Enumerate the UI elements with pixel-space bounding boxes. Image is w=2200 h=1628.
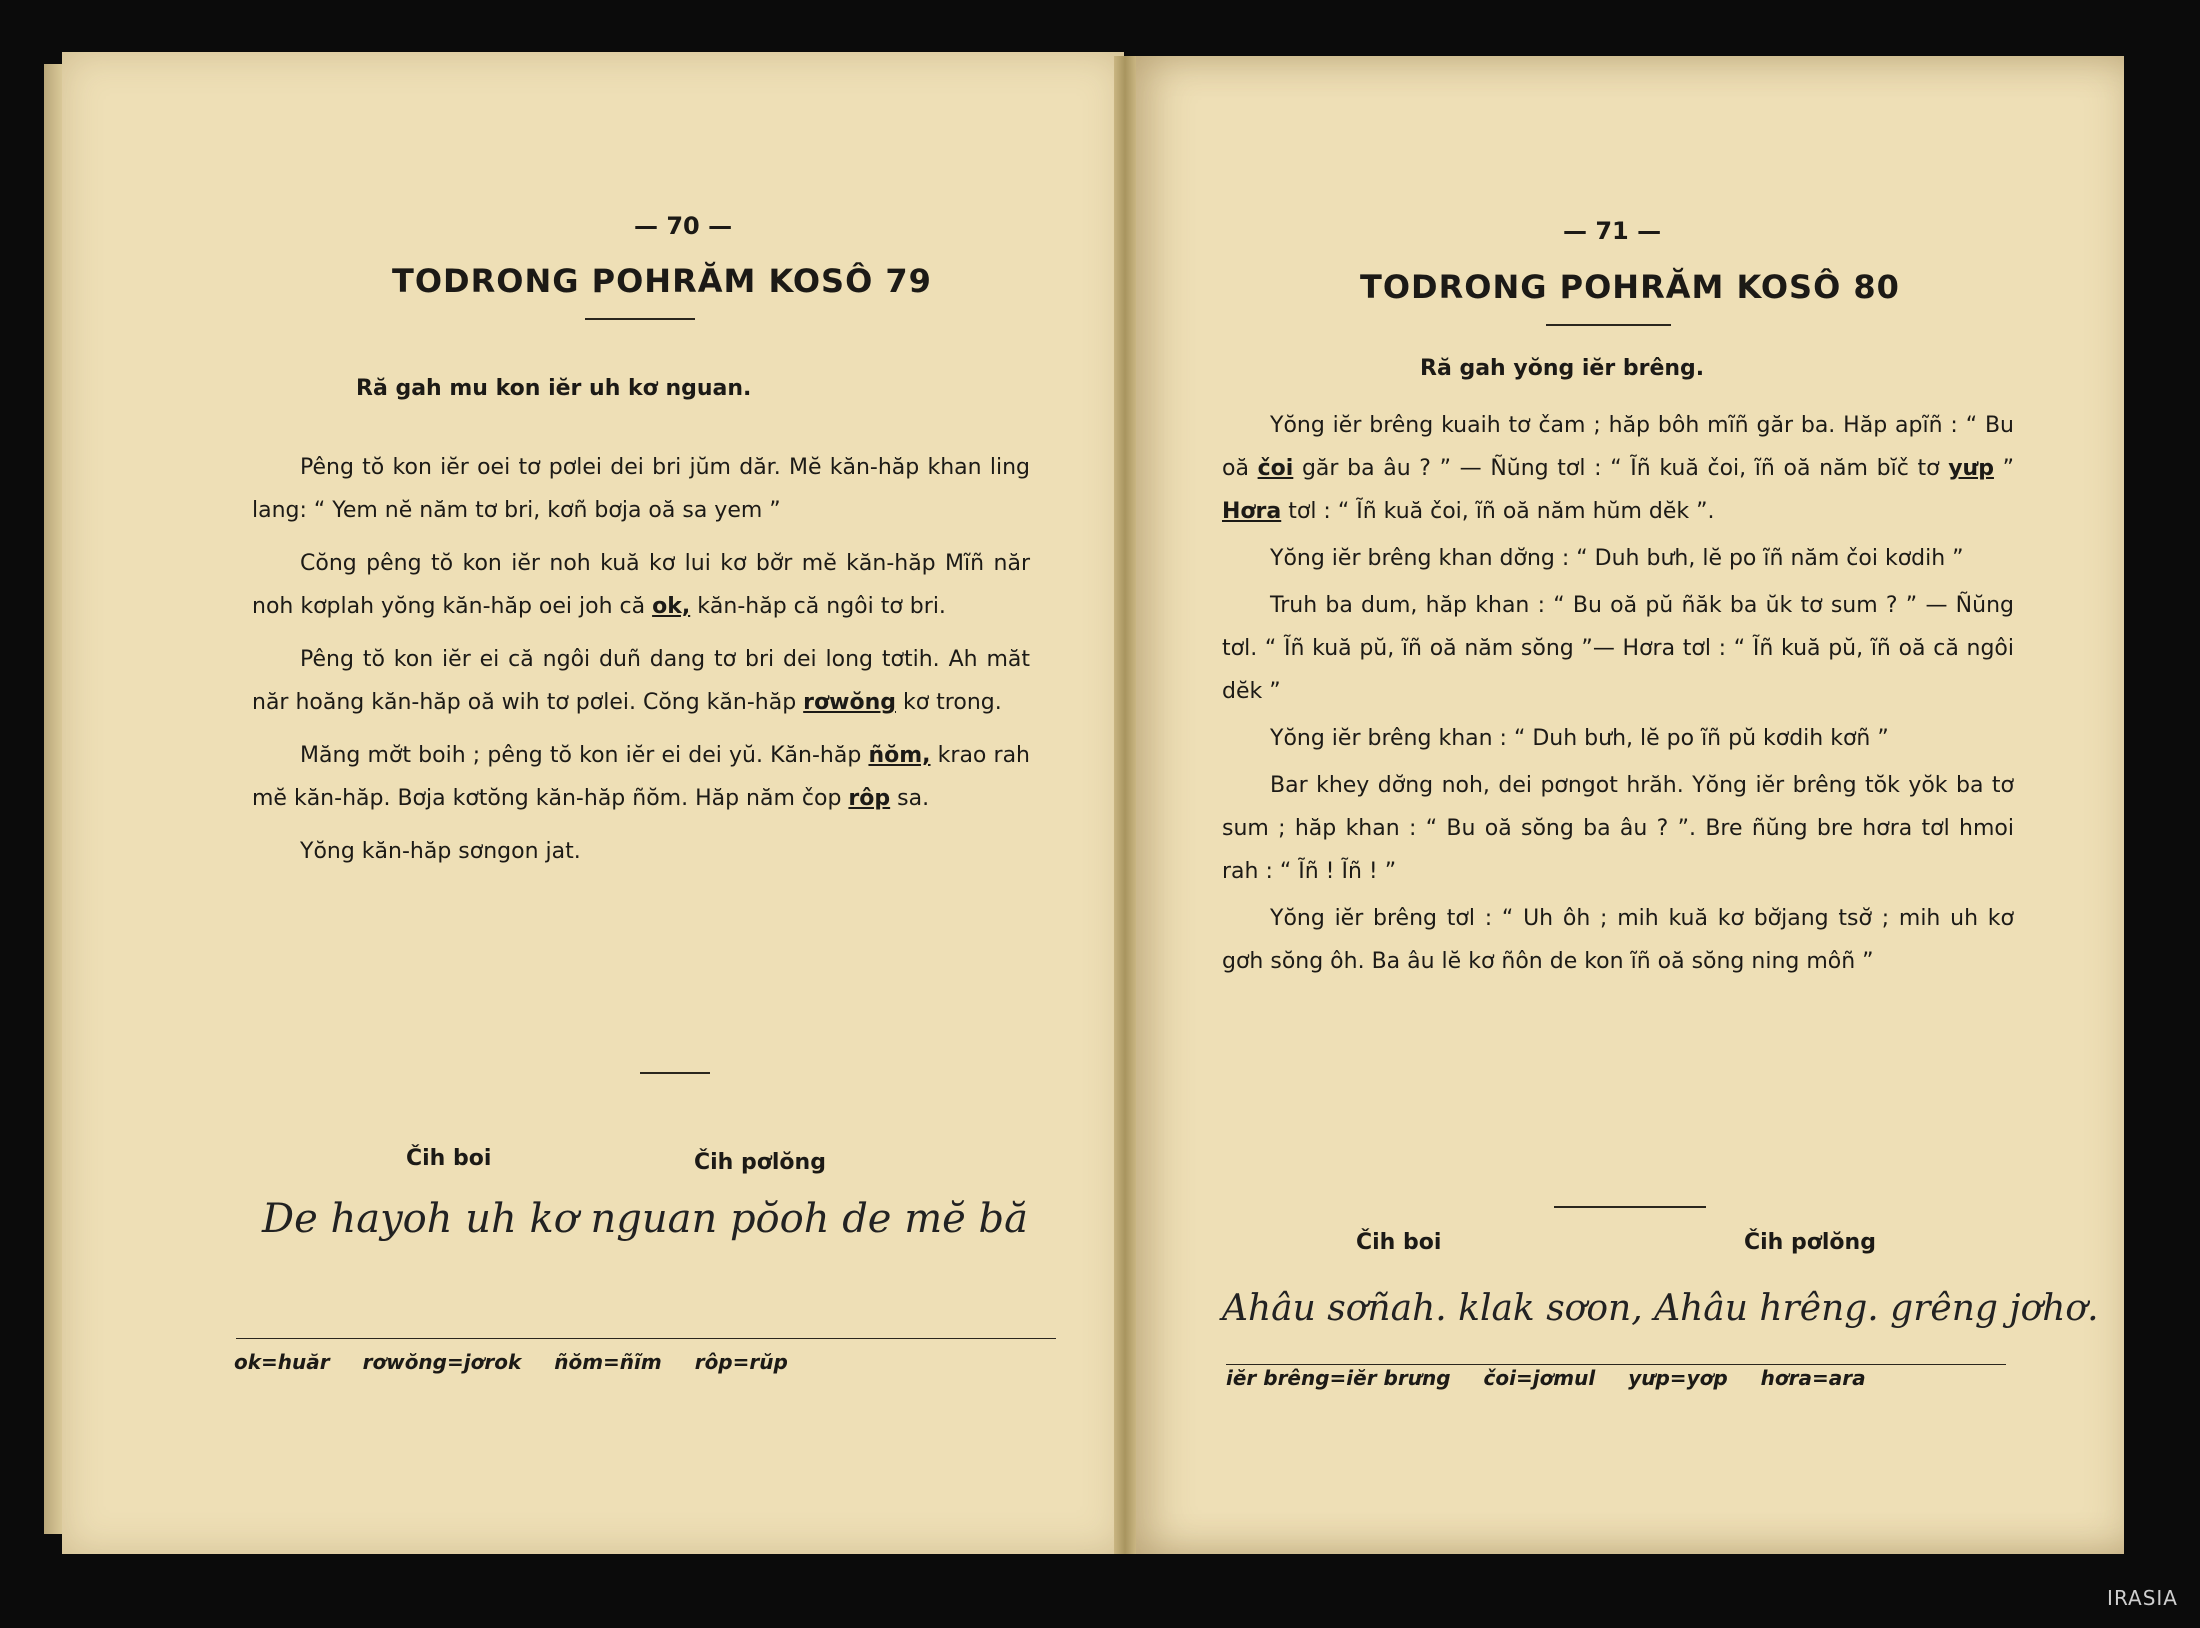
left-paragraph-4: Măng mơ̆t boih ; pêng tŏ kon iĕr ei dei yŭ. Kăn-hăp ñŏm, krao rah mĕ kăn-hăp. Bơja kơtŏng kăn-hăp ñŏm. Hăp năm čop rôp sa. (252, 743, 1030, 811)
right-paragraph-4: Yŏng iĕr brêng khan : “ Duh bưh, lĕ po ĩñ pŭ kơdih kơñ ” (1270, 726, 1889, 751)
left-label-print: Čih boi (406, 1146, 492, 1171)
left-page-number: — 70 — (634, 212, 733, 240)
right-gloss-1: iĕr brêng=iĕr brưng (1226, 1366, 1451, 1390)
vocab-yup: yưp (1948, 456, 1994, 481)
right-paragraph-2: Yŏng iĕr brêng khan dơ̆ng : “ Duh bưh, lĕ po ĩñ năm čoi kơdih ” (1270, 546, 1964, 571)
vocab-nom: ñŏm, (868, 743, 931, 768)
right-gloss-rule (1226, 1364, 2006, 1365)
right-gloss-3: yưp=yơp (1628, 1366, 1728, 1390)
left-gloss-4: rôp=rŭp (694, 1350, 788, 1374)
right-lesson-title: TODRONG POHRĂM KOSÔ 80 (1360, 268, 1900, 306)
left-paragraph-3: Pêng tŏ kon iĕr ei că ngôi duñ dang tơ bri dei long tơtih. Ah măt năr hoăng kăn-hăp oă wih tơ pơlei. Cŏng kăn-hăp rơwŏng kơ trong. (252, 647, 1030, 715)
left-paragraph-1: Pêng tŏ kon iĕr oei tơ pơlei dei bri jŭm dăr. Mĕ kăn-hăp khan ling lang: “ Yem nĕ năm tơ bri, kơñ bơja oă sa yem ” (252, 455, 1030, 523)
left-body-text (252, 446, 1030, 883)
right-paragraph-3: Truh ba dum, hăp khan : “ Bu oă pŭ ñăk ba ŭk tơ sum ? ” — Ñŭng tơl. “ Ĩñ kuă pŭ, ĩñ oă năm sŏng ”— Hơra tơl : “ Ĩñ kuă pŭ, ĩñ oă că ngôi dĕk ” (1222, 593, 2014, 704)
right-page-number: — 71 — (1563, 217, 1662, 245)
right-gloss-2: čoi=jơmul (1483, 1366, 1596, 1390)
right-end-rule (1554, 1206, 1706, 1208)
left-label-cursive: Čih pơlŏng (694, 1150, 826, 1175)
left-gloss-3: ñŏm=ñĩm (554, 1350, 662, 1374)
right-body-text (1222, 404, 2014, 987)
right-glossary (1226, 1366, 1892, 1390)
right-handwriting-sample: Ahâu sơñah. klak sơon, Ahâu hrêng. grêng jơhơ. (1222, 1288, 2099, 1329)
right-lesson-subtitle: Ră gah yŏng iĕr brêng. (1420, 356, 1705, 381)
vocab-hora: Hơra (1222, 499, 1282, 524)
left-handwriting-sample: De hayoh uh kơ nguan pŏoh de mĕ bă (262, 1196, 1028, 1242)
left-lesson-subtitle: Ră gah mu kon iĕr uh kơ nguan. (356, 376, 752, 401)
left-lesson-title: TODRONG POHRĂM KOSÔ 79 (392, 262, 932, 300)
right-label-print: Čih boi (1356, 1230, 1442, 1255)
irasia-watermark: IRASIA (2107, 1586, 2178, 1610)
right-paragraph-1: Yŏng iĕr brêng kuaih tơ čam ; hăp bôh mĩñ găr ba. Hăp apĩñ : “ Bu oă čoi găr ba âu ? ” — Ñŭng tơl : “ Ĩñ kuă čoi, ĩñ oă năm bĭč tơ yưp ” Hơra tơl : “ Ĩñ kuă čoi, ĩñ oă năm hŭm dĕk ”. (1222, 413, 2015, 524)
left-paragraph-5: Yŏng kăn-hăp sơngon jat. (300, 839, 581, 864)
right-title-rule (1546, 324, 1671, 326)
right-paragraph-6: Yŏng iĕr brêng tơl : “ Uh ôh ; mih kuă kơ bơ̆jang tsơ̆ ; mih uh kơ gơh sŏng ôh. Ba âu lĕ kơ ñôn de kon ĩñ oă sŏng ning môñ ” (1222, 906, 2014, 974)
vocab-coi: čoi (1257, 456, 1294, 481)
left-gloss-1: ok=huăr (234, 1350, 330, 1374)
book-gutter (1114, 56, 1136, 1554)
right-gloss-4: hơra=ara (1760, 1366, 1866, 1390)
left-title-rule (585, 318, 695, 320)
left-end-rule (640, 1072, 710, 1074)
left-glossary (234, 1350, 814, 1374)
right-paragraph-5: Bar khey dơ̆ng noh, dei pơngot hrăh. Yŏng iĕr brêng tŏk yŏk ba tơ sum ; hăp khan : “ Bu oă sŏng ba âu ? ”. Bre ñŭng bre hơra tơl hmoi rah : “ Ĩñ ! Ĩñ ! ” (1222, 773, 2014, 884)
vocab-rowong: rơwŏng (803, 690, 896, 715)
vocab-ok: ok, (652, 594, 691, 619)
right-label-cursive: Čih pơlŏng (1744, 1230, 1876, 1255)
left-gloss-2: rơwŏng=jơrok (362, 1350, 522, 1374)
vocab-rop: rôp (848, 786, 891, 811)
left-paragraph-2: Cŏng pêng tŏ kon iĕr noh kuă kơ lui kơ bơ̆r mĕ kăn-hăp Mĩñ năr noh kơplah yŏng kăn-hăp oei joh că ok, kăn-hăp că ngôi tơ bri. (252, 551, 1030, 619)
left-gloss-rule (236, 1338, 1056, 1339)
